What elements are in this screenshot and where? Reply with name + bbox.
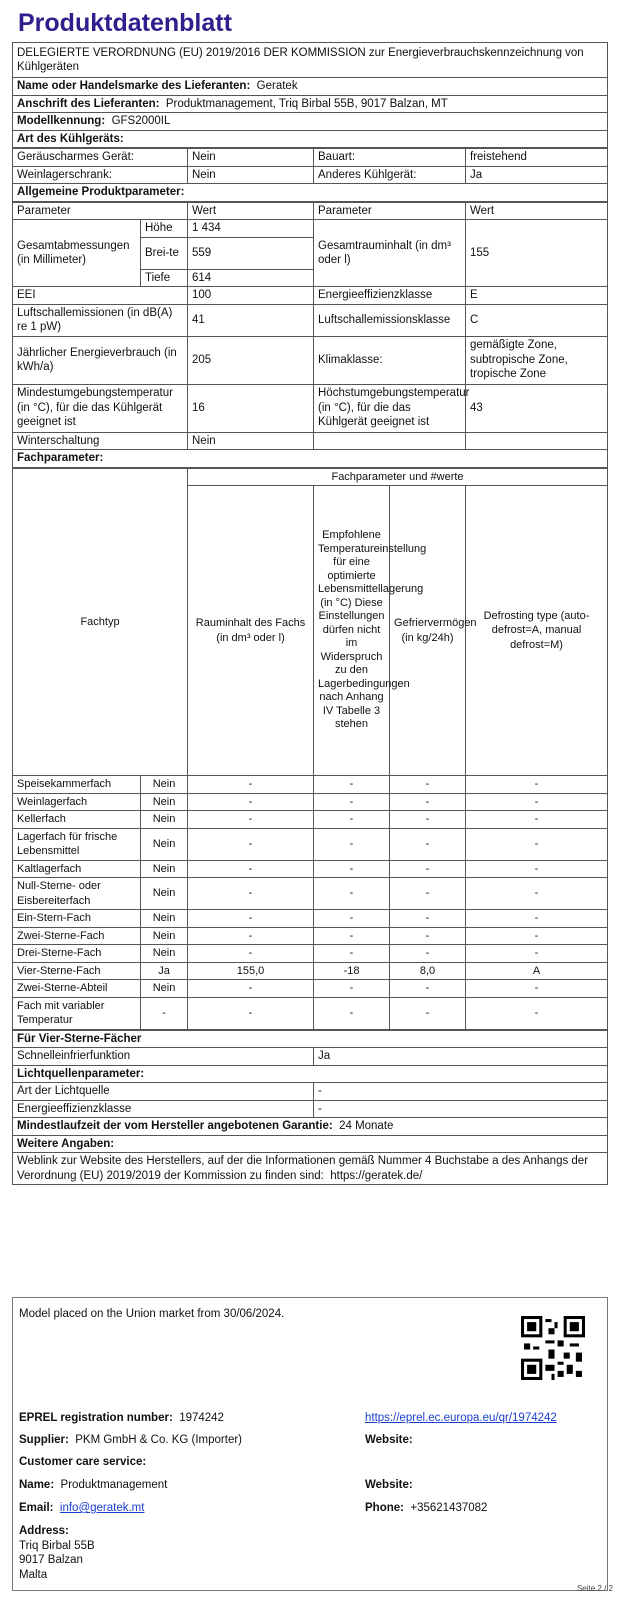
table-row: Lagerfach für frische Lebensmittel Nein - - - - [13,828,608,860]
compartment-group-header: Fachparameter und #werte [188,468,608,486]
care-name: Name: Produktmanagement [19,1479,168,1491]
model-row: Modellkennung: GFS2000IL [13,113,608,131]
four-star-table: Für Vier-Sterne-Fächer Schnelleinfrierfunktion Ja Lichtquellenparameter: Art der Lichtquelle - Energieeffizienzklasse - Mindestlaufzeit der vom Hersteller angebotenen Garantie: 24 Monate Weitere Angaben: Weblink zur Website des Herstellers, auf der die Informationen gemäß Nummer 4 Buchstabe a des Anhangs der Verordnung (EU) 2019/2019 der Kommission zu finden sind: https://geratek.de/ [12,1030,608,1186]
table-row: Null-Sterne- oder Eisbereiterfach Nein - - - - [13,878,608,910]
table-row: Jährlicher Energieverbrauch (in kWh/a) 205 Klimaklasse: gemäßigte Zone, subtropische Zone, tropische Zone [13,336,608,384]
further-heading: Weitere Angaben: [13,1135,608,1153]
datasheet-page [12,0,608,1185]
regulation-text: DELEGIERTE VERORDNUNG (EU) 2019/2016 DER KOMMISSION zur Energieverbrauchskennzeichnung von Kühlgeräten [13,43,608,78]
table-row: Ein-Stern-Fach Nein - - - - [13,910,608,928]
qr-code-icon[interactable] [521,1316,585,1380]
table-row: Zwei-Sterne-Fach Nein - - - - [13,927,608,945]
table-row: Speisekammerfach Nein - - - - [13,776,608,794]
table-row: Kaltlagerfach Nein - - - - [13,860,608,878]
general-params-table: Parameter Wert Parameter Wert Gesamtabmessungen (in Millimeter) Höhe 1 434 Gesamtrauminhalt (in dm³ oder l) 155 Brei-te 559 Tiefe 614 EEI 100 Energieeffizienzklasse E Luftschallemissionen (in dB(A) re 1 pW) 41 Luftschallemissionsklasse C Jährlicher Energieverbrauch (in kWh/a) 205 Klimaklasse: gemäßigte Zone, subtropische Zone, tropische Zone Mindestumgebungstemperatur (in °C), für die das Kühlgerät geeignet ist 16 Höchstumgebungstemperatur (in °C), für die das Kühlgerät geeignet ist 43 Winterschaltung Nein Fachparameter: [12,202,608,468]
table-row: Weinlagerschrank: Nein Anderes Kühlgerät: Ja [13,166,608,184]
table-row: Luftschallemissionen (in dB(A) re 1 pW) 41 Luftschallemissionsklasse C [13,304,608,336]
table-row: Fach mit variabler Temperatur - - - - - [13,997,608,1029]
table-row: EEI 100 Energieeffizienzklasse E [13,287,608,305]
four-star-heading: Für Vier-Sterne-Fächer [13,1030,608,1048]
volume-value: 155 [466,220,608,287]
compartment-type-header: Fachtyp [13,468,188,776]
general-heading: Allgemeine Produktparameter: [13,184,608,202]
care-website-label: Website: [365,1479,413,1491]
supplier-table [12,42,608,148]
supplier-line: Supplier: PKM GmbH & Co. KG (Importer) [19,1434,243,1446]
weblink-row: Weblink zur Website des Herstellers, auf der die Informationen gemäß Nummer 4 Buchstabe a des Anhangs der Verordnung (EU) 2019/2019 der Kommission zu finden sind: https://geratek.de/ [13,1153,608,1185]
compartment-heading: Fachparameter: [13,450,608,468]
care-address: Address: Triq Birbal 55B 9017 Balzan Malta [19,1525,95,1581]
customer-care-label: Customer care service: [19,1456,147,1468]
table-row: Weinlagerfach Nein - - - - [13,793,608,811]
table-row: Winterschaltung Nein [13,432,608,450]
market-date: Model placed on the Union market from 30/06/2024. [19,1308,285,1320]
eprel-link[interactable]: https://eprel.ec.europa.eu/qr/1974242 [365,1412,557,1424]
eprel-number: EPREL registration number: 1974242 [19,1412,224,1424]
table-row: Zwei-Sterne-Abteil Nein - - - - [13,980,608,998]
table-row: Drei-Sterne-Fach Nein - - - - [13,945,608,963]
eprel-footer [12,1297,608,1591]
light-heading: Lichtquellenparameter: [13,1065,608,1083]
care-phone: Phone: +35621437082 [365,1502,488,1514]
type-heading: Art des Kühlgeräts: [13,130,608,148]
page-number: Seite 2 / 2 [576,1584,613,1593]
compartment-table: Fachtyp Fachparameter und #werte Rauminhalt des Fachs (in dm³ oder l) Empfohlene Temperatureinstellung für eine optimierte Lebensmittellagerung (in °C) Diese Einstellungen dürfen nicht im Widerspruch zu den Lagerbedingungen nach Anhang IV Tabelle 3 stehen Gefriervermögen (in kg/24h) Defrosting type (auto-defrost=A, manual defrost=M) Speisekammerfach Nein - - - - Weinlagerfach Nein - - - - Kellerfach Nein - - - - Lagerfach für frische Lebensmittel Nein - - - - Kaltlagerfach Nein - - - - Null-Sterne- oder Eisbereiterfach Nein - - - - Ein-Stern-Fach Nein - - - - Zwei-Sterne-Fach Nein - - - - Drei-Sterne-Fach Nein - - - - Vier-Sterne-Fach Ja 155,0 -18 8,0 A Zwei-Sterne-Abteil Nein - - - - Fach mit variabler Temperatur - - - - - [12,468,608,1030]
page-title: Produktdatenblatt [18,9,232,37]
warranty-row: Mindestlaufzeit der vom Hersteller angebotenen Garantie: 24 Monate [13,1118,608,1136]
website-label: Website: [365,1434,413,1446]
supplier-address-row: Anschrift des Lieferanten: Produktmanagement, Triq Birbal 55B, 9017 Balzan, MT [13,95,608,113]
volume-label: Gesamtrauminhalt (in dm³ oder l) [314,220,466,287]
table-row: Geräuscharmes Gerät: Nein Bauart: freistehend [13,149,608,167]
manufacturer-link[interactable]: https://geratek.de/ [330,1169,423,1182]
email-link[interactable]: info@geratek.mt [59,1502,145,1514]
type-table [12,148,608,202]
care-email: Email: info@geratek.mt [19,1502,145,1514]
table-row: Mindestumgebungstemperatur (in °C), für die das Kühlgerät geeignet ist 16 Höchstumgebungstemperatur (in °C), für die das Kühlgerät geeignet ist 43 [13,384,608,432]
table-row: Vier-Sterne-Fach Ja 155,0 -18 8,0 A [13,962,608,980]
table-row: Kellerfach Nein - - - - [13,811,608,829]
supplier-name-row: Name oder Handelsmarke des Lieferanten: Geratek [13,78,608,96]
dimensions-label: Gesamtabmessungen (in Millimeter) [13,220,141,287]
